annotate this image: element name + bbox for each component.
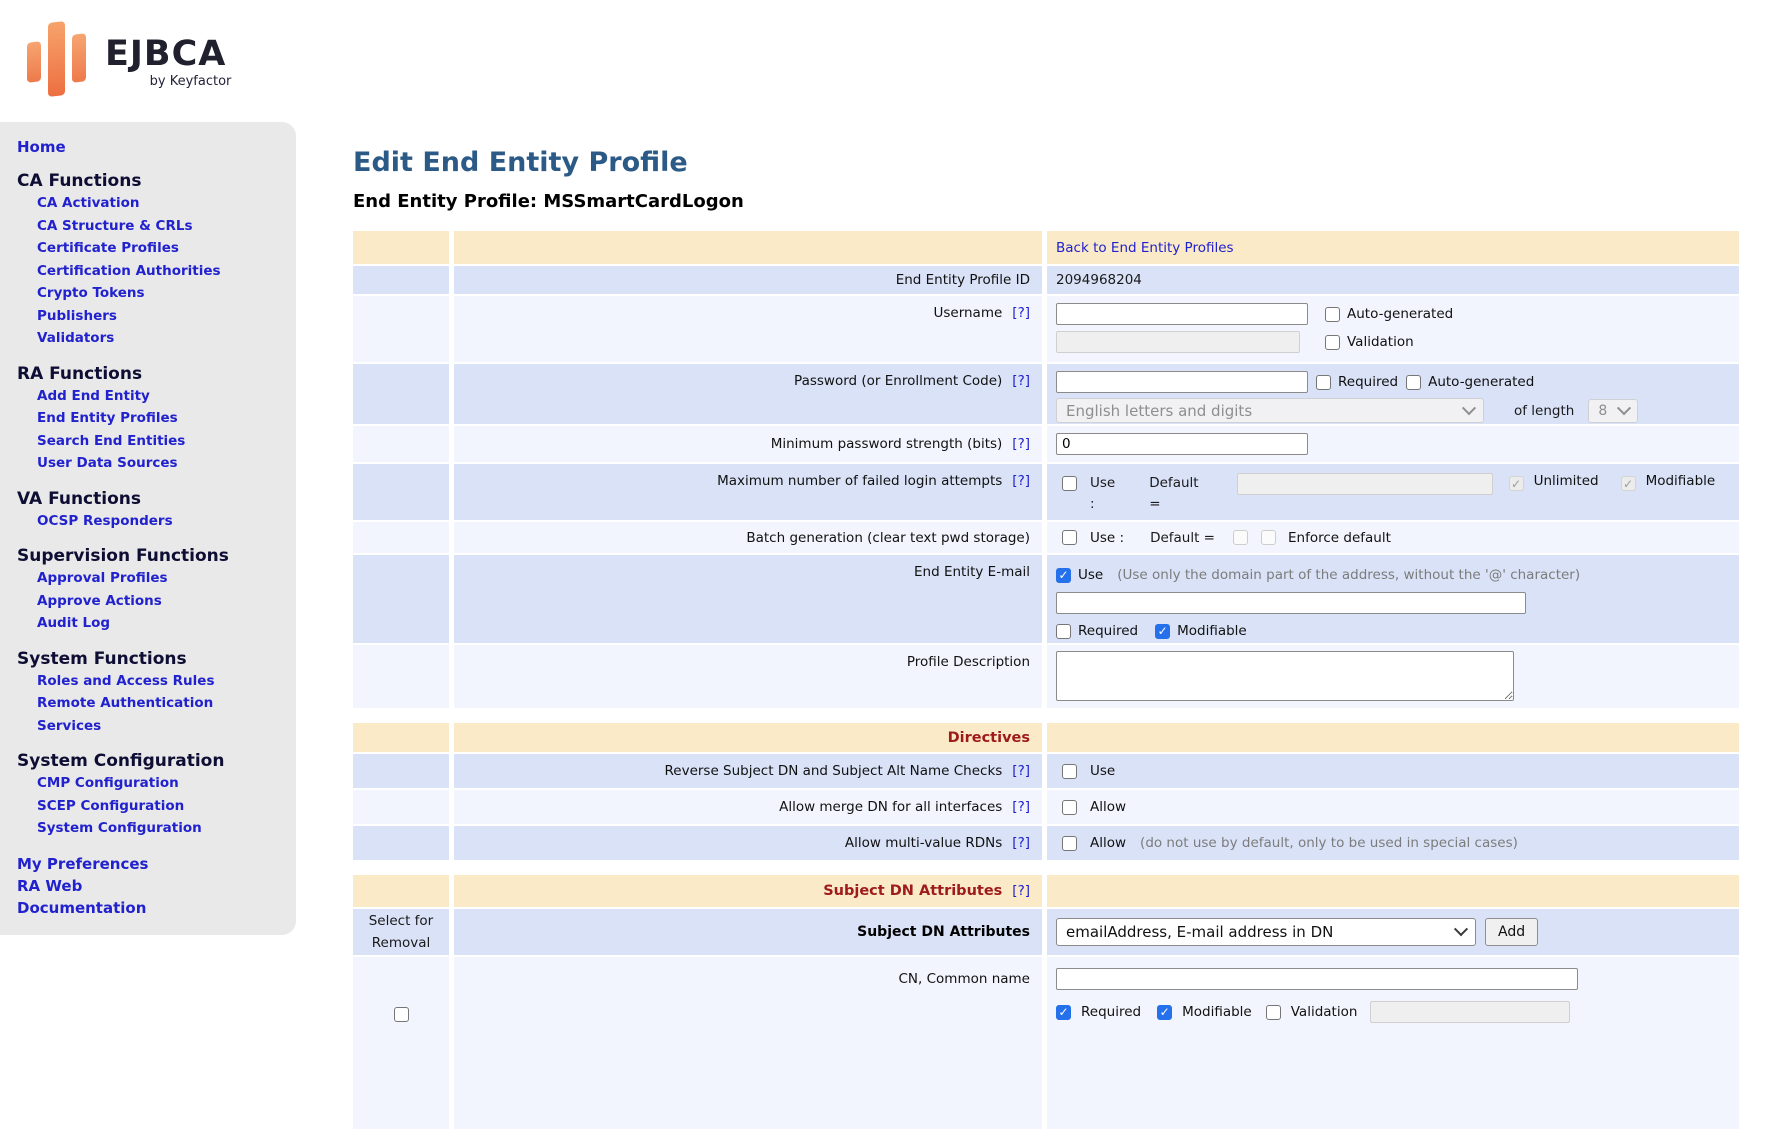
main-content — [348, 148, 1744, 1131]
reverse-dn-use-label: Use — [1090, 763, 1116, 779]
max-failed-default-label: Default — [1149, 475, 1199, 491]
email-modifiable-checkbox[interactable] — [1155, 624, 1170, 639]
cn-modifiable-checkbox[interactable] — [1157, 1005, 1172, 1020]
cn-validation-label: Validation — [1290, 1004, 1358, 1020]
sidebar-section-ca-functions: CA Functions — [17, 171, 142, 191]
subject-dn-table — [348, 873, 1744, 1131]
password-length-select — [1588, 399, 1638, 423]
profile-description-textarea[interactable] — [1056, 651, 1514, 701]
username-label: Username — [933, 305, 1003, 321]
row-profile-id — [353, 266, 1739, 294]
chevron-down-icon — [1454, 922, 1468, 936]
multivalue-rdns-note: (do not use by default, only to be used in special cases) — [1140, 835, 1518, 851]
batch-use-checkbox[interactable] — [1062, 530, 1077, 545]
password-input[interactable] — [1056, 371, 1308, 393]
sidebar-item-ca-structure-crls[interactable]: CA Structure & CRLs — [37, 217, 193, 234]
cn-validation-input — [1370, 1001, 1570, 1023]
reverse-dn-label: Reverse Subject DN and Subject Alt Name Checks — [664, 763, 1003, 779]
allow-merge-allow-label: Allow — [1090, 799, 1127, 815]
add-attribute-button[interactable]: Add — [1485, 918, 1538, 946]
help-link[interactable]: [?] — [1012, 883, 1030, 899]
batch-default-label: Default = — [1150, 529, 1215, 546]
max-failed-equals: = — [1149, 496, 1161, 512]
help-link[interactable]: [?] — [1012, 373, 1030, 389]
chevron-down-icon — [1462, 401, 1476, 415]
password-length-selected: 8 — [1598, 402, 1608, 419]
sidebar-item-approval-profiles[interactable]: Approval Profiles — [37, 570, 168, 586]
sidebar-item-crypto-tokens[interactable]: Crypto Tokens — [37, 285, 145, 301]
max-failed-unlimited-label: Unlimited — [1533, 473, 1599, 489]
help-link[interactable]: [?] — [1012, 799, 1030, 815]
max-failed-default-input — [1237, 473, 1493, 495]
sidebar-item-my-preferences[interactable]: My Preferences — [17, 854, 149, 873]
batch-label: Batch generation (clear text pwd storage) — [746, 529, 1030, 546]
logo-bar — [27, 41, 41, 82]
brand-name: EJBCA — [105, 34, 227, 74]
help-link[interactable]: [?] — [1012, 436, 1030, 452]
multivalue-rdns-checkbox[interactable] — [1062, 836, 1077, 851]
email-use-label: Use — [1078, 567, 1104, 583]
sidebar-item-user-data-sources[interactable]: User Data Sources — [37, 455, 178, 471]
max-failed-use-label: Use — [1090, 475, 1116, 491]
directives-header-row — [353, 723, 1739, 752]
sidebar-item-system-configuration[interactable]: System Configuration — [37, 820, 202, 836]
row-password — [353, 364, 1739, 424]
general-table-header-row — [353, 231, 1739, 264]
password-charset-select — [1056, 398, 1484, 423]
subject-dn-title: Subject DN Attributes — [823, 883, 1003, 899]
sidebar-section-supervision-functions: Supervision Functions — [17, 546, 229, 566]
subject-dn-attributes-label: Subject DN Attributes — [857, 924, 1030, 940]
sidebar-section-system-configuration: System Configuration — [17, 751, 225, 771]
profile-id-label: End Entity Profile ID — [895, 272, 1030, 288]
help-link[interactable]: [?] — [1012, 473, 1030, 489]
multivalue-rdns-allow-label: Allow — [1090, 835, 1127, 851]
username-validation-label: Validation — [1347, 334, 1414, 350]
subject-dn-header-row — [353, 875, 1739, 907]
brand-byline: by Keyfactor — [149, 74, 232, 89]
help-link[interactable]: [?] — [1012, 763, 1030, 779]
page-title: Edit End Entity Profile — [353, 147, 688, 178]
sidebar-item-scep-configuration[interactable]: SCEP Configuration — [37, 797, 185, 814]
max-failed-colon: : — [1090, 496, 1095, 512]
directives-table — [348, 721, 1744, 862]
row-max-failed-logins — [353, 464, 1739, 520]
password-auto-generated-checkbox[interactable] — [1406, 375, 1421, 390]
cn-input[interactable] — [1056, 968, 1578, 990]
logo-wordmark — [105, 20, 232, 89]
username-validation-checkbox[interactable] — [1325, 335, 1340, 350]
password-charset-selected: English letters and digits — [1066, 401, 1253, 420]
profile-description-label: Profile Description — [906, 654, 1030, 670]
sidebar-item-cmp-configuration[interactable]: CMP Configuration — [37, 775, 179, 791]
email-input[interactable] — [1056, 592, 1526, 614]
sidebar-item-ra-web[interactable]: RA Web — [17, 876, 83, 895]
select-for-removal-header: Select for Removal — [368, 913, 434, 951]
profile-name-heading: End Entity Profile: MSSmartCardLogon — [353, 191, 744, 212]
reverse-dn-use-checkbox[interactable] — [1062, 764, 1077, 779]
sidebar-item-roles-and-access-rules[interactable]: Roles and Access Rules — [37, 672, 215, 689]
email-modifiable-label: Modifiable — [1177, 623, 1247, 639]
row-cn-common-name — [353, 957, 1739, 1129]
sidebar-item-documentation[interactable]: Documentation — [17, 898, 147, 917]
row-reverse-dn-checks — [353, 754, 1739, 788]
sidebar-item-audit-log[interactable]: Audit Log — [37, 615, 111, 631]
sidebar-item-certificate-profiles[interactable]: Certificate Profiles — [37, 240, 179, 256]
batch-enforce-label: Enforce default — [1288, 529, 1391, 546]
username-input[interactable] — [1056, 303, 1308, 325]
cn-required-label: Required — [1081, 1004, 1142, 1020]
row-allow-merge-dn — [353, 790, 1739, 824]
cn-modifiable-label: Modifiable — [1182, 1004, 1252, 1020]
cn-removal-checkbox[interactable] — [394, 1007, 409, 1022]
row-end-entity-email — [353, 555, 1739, 643]
max-failed-label: Maximum number of failed login attempts — [717, 473, 1003, 489]
min-strength-label: Minimum password strength (bits) — [770, 436, 1003, 452]
email-required-checkbox[interactable] — [1056, 624, 1071, 639]
max-failed-unlimited-checkbox — [1509, 476, 1524, 491]
max-failed-use-checkbox[interactable] — [1062, 476, 1077, 491]
batch-use-label: Use : — [1090, 529, 1125, 546]
sidebar-item-validators[interactable]: Validators — [37, 330, 115, 346]
allow-merge-label: Allow merge DN for all interfaces — [779, 799, 1003, 815]
password-required-label: Required — [1338, 374, 1399, 390]
ejbca-logo — [27, 20, 232, 98]
sidebar-section-ra-functions: RA Functions — [17, 363, 143, 384]
max-failed-modifiable-checkbox — [1621, 476, 1636, 491]
row-subject-dn-attributes — [353, 909, 1739, 955]
ejbca-bars-icon — [27, 20, 93, 98]
general-table — [348, 229, 1744, 710]
row-allow-multivalue-rdns — [353, 826, 1739, 860]
directives-title: Directives — [947, 729, 1030, 746]
cn-validation-checkbox[interactable] — [1266, 1005, 1281, 1020]
sidebar-item-end-entity-profiles[interactable]: End Entity Profiles — [37, 410, 178, 426]
help-link[interactable]: [?] — [1012, 835, 1030, 851]
email-label: End Entity E-mail — [914, 564, 1030, 580]
sidebar-item-ocsp-responders[interactable]: OCSP Responders — [37, 512, 173, 529]
sidebar-item-certification-authorities[interactable]: Certification Authorities — [37, 262, 221, 279]
sidebar-item-remote-authentication[interactable]: Remote Authentication — [37, 695, 214, 711]
allow-merge-checkbox[interactable] — [1062, 800, 1077, 815]
subject-dn-attribute-selected: emailAddress, E-mail address in DN — [1066, 923, 1334, 941]
sidebar-item-add-end-entity[interactable]: Add End Entity — [37, 387, 150, 404]
sidebar-item-ca-activation[interactable]: CA Activation — [37, 195, 140, 211]
batch-default-checkbox — [1233, 530, 1248, 545]
password-auto-generated-label: Auto-generated — [1428, 374, 1535, 390]
username-auto-generated-checkbox[interactable] — [1325, 307, 1340, 322]
sidebar-item-search-end-entities[interactable]: Search End Entities — [37, 432, 186, 449]
batch-enforce-checkbox[interactable] — [1261, 530, 1276, 545]
cn-required-checkbox[interactable] — [1056, 1005, 1071, 1020]
row-min-password-strength — [353, 426, 1739, 462]
username-auto-generated-label: Auto-generated — [1347, 306, 1454, 322]
help-link[interactable]: [?] — [1012, 305, 1030, 321]
chevron-down-icon — [1617, 401, 1631, 415]
row-batch-generation — [353, 522, 1739, 553]
password-required-checkbox[interactable] — [1316, 375, 1331, 390]
username-pattern-input — [1056, 331, 1300, 353]
sidebar-section-system-functions: System Functions — [17, 648, 187, 669]
sidebar-section-va-functions: VA Functions — [17, 488, 141, 509]
row-profile-description — [353, 645, 1739, 708]
max-failed-modifiable-label: Modifiable — [1645, 473, 1716, 489]
sidebar — [0, 122, 296, 935]
sidebar-item-publishers[interactable]: Publishers — [37, 307, 117, 324]
of-length-label: of length — [1514, 402, 1575, 419]
subject-dn-attribute-select[interactable] — [1056, 918, 1476, 946]
sidebar-item-approve-actions[interactable]: Approve Actions — [37, 592, 162, 609]
logo-bar — [72, 33, 86, 82]
back-to-end-entity-profiles-link[interactable]: Back to End Entity Profiles — [1056, 239, 1234, 256]
row-username — [353, 296, 1739, 362]
multivalue-rdns-label: Allow multi-value RDNs — [844, 835, 1003, 851]
email-required-label: Required — [1078, 623, 1139, 639]
sidebar-item-services[interactable]: Services — [37, 717, 102, 734]
min-strength-input[interactable] — [1056, 433, 1308, 455]
email-use-checkbox[interactable] — [1056, 568, 1071, 583]
cn-label: CN, Common name — [898, 971, 1030, 987]
logo-bar — [48, 21, 65, 97]
password-label: Password (or Enrollment Code) — [794, 373, 1003, 389]
email-note: (Use only the domain part of the address, without the '@' character) — [1117, 567, 1581, 583]
profile-id-value: 2094968204 — [1056, 272, 1142, 288]
sidebar-item-home[interactable]: Home — [17, 138, 66, 156]
